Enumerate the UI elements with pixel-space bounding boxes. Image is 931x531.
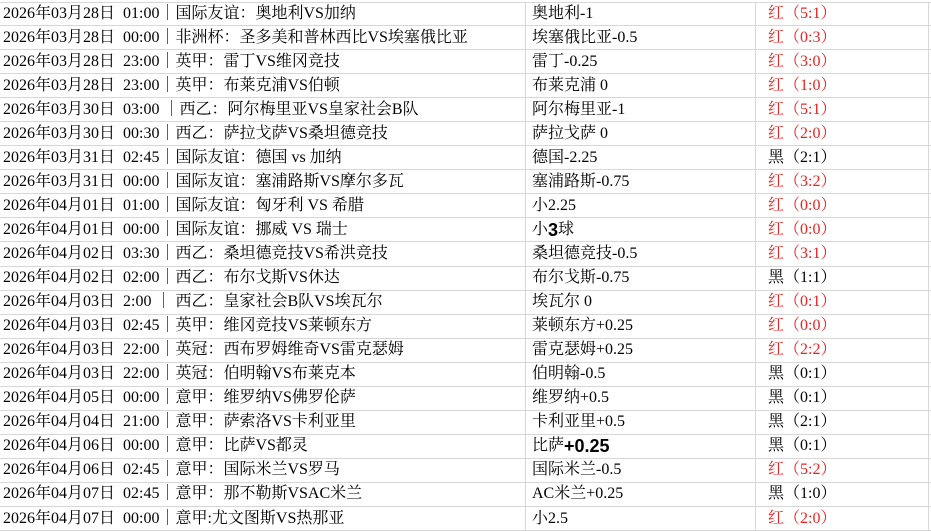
match-info-cell[interactable]: 2026年04月02日 03:30｜西乙：桑坦德竞技VS希洪竞技 [3, 244, 388, 262]
handicap-cell[interactable]: 布莱克浦 0 [525, 74, 755, 97]
table-row [0, 2, 931, 26]
match-info-cell[interactable]: 2026年04月02日 02:00｜西乙：布尔戈斯VS休达 [3, 269, 340, 287]
match-info-cell[interactable]: 2026年04月06日 02:45｜意甲：国际米兰VS罗马 [3, 461, 340, 479]
handicap-cell[interactable]: 小2.5 [525, 507, 755, 530]
result-cell[interactable]: 黑（1:1） [755, 267, 929, 290]
table-row [0, 50, 931, 74]
table-row [0, 411, 931, 435]
handicap-cell[interactable]: 小2.25 [525, 194, 755, 217]
table-row [0, 98, 931, 122]
match-info-cell[interactable]: 2026年04月03日 2:00 ｜ 西乙：皇家社会B队VS埃瓦尔 [3, 293, 383, 311]
match-info-cell[interactable]: 2026年03月30日 03:00 ｜西乙：阿尔梅里亚VS皇家社会B队 [3, 100, 419, 118]
table-row [0, 170, 931, 194]
table-row [0, 122, 931, 146]
handicap-cell[interactable]: 卡利亚里+0.5 [525, 411, 755, 434]
result-cell[interactable]: 红（3:1） [755, 242, 929, 265]
handicap-cell[interactable]: AC米兰+0.25 [525, 483, 755, 506]
table-row [0, 339, 931, 363]
match-info-cell[interactable]: 2026年04月03日 22:00｜英冠：西布罗姆维奇VS雷克瑟姆 [3, 341, 404, 359]
table-row [0, 291, 931, 315]
match-info-cell[interactable]: 2026年04月07日 00:00｜意甲:尤文图斯VS热那亚 [3, 509, 345, 527]
result-cell[interactable]: 黑（2:1） [755, 411, 929, 434]
match-info-cell[interactable]: 2026年04月01日 00:00｜国际友谊：挪威 VS 瑞士 [3, 220, 348, 238]
result-cell[interactable]: 红（0:0） [755, 315, 929, 338]
handicap-cell[interactable]: 雷丁-0.25 [525, 50, 755, 73]
match-info-cell[interactable]: 2026年03月28日 23:00｜英甲：雷丁VS维冈竞技 [3, 52, 340, 70]
table-row [0, 387, 931, 411]
match-info-cell[interactable]: 2026年04月06日 00:00｜意甲：比萨VS都灵 [3, 437, 308, 455]
result-cell[interactable]: 红（5:1） [755, 3, 929, 25]
result-cell[interactable]: 红（1:0） [755, 74, 929, 97]
handicap-cell[interactable]: 奥地利-1 [525, 3, 755, 25]
table-row [0, 363, 931, 387]
handicap-cell[interactable]: 雷克瑟姆+0.25 [525, 339, 755, 362]
result-cell[interactable]: 红（3:2） [755, 170, 929, 193]
table-row [0, 507, 931, 531]
result-cell[interactable]: 红（2:0） [755, 122, 929, 145]
result-cell[interactable]: 红（3:0） [755, 50, 929, 73]
handicap-cell[interactable]: 桑坦德竞技-0.5 [525, 242, 755, 265]
table-row [0, 146, 931, 170]
result-cell[interactable]: 黑（2:1） [755, 146, 929, 169]
match-info-cell[interactable]: 2026年03月30日 00:30｜西乙：萨拉戈萨VS桑坦德竞技 [3, 124, 388, 142]
handicap-bold-text: 3 [548, 219, 559, 240]
handicap-cell[interactable]: 维罗纳+0.5 [525, 387, 755, 410]
result-cell[interactable]: 红（2:0） [755, 507, 929, 530]
match-info-cell[interactable]: 2026年04月03日 02:45｜英甲：维冈竞技VS莱顿东方 [3, 317, 372, 335]
match-info-cell[interactable]: 2026年04月04日 21:00｜意甲：萨索洛VS卡利亚里 [3, 413, 356, 431]
handicap-cell[interactable]: 萨拉戈萨 0 [525, 122, 755, 145]
match-info-cell[interactable]: 2026年03月31日 00:00｜国际友谊：塞浦路斯VS摩尔多瓦 [3, 172, 404, 190]
match-info-cell[interactable]: 2026年04月07日 02:45｜意甲：那不勒斯VSAC米兰 [3, 485, 363, 503]
result-cell[interactable]: 红（5:2） [755, 459, 929, 482]
handicap-cell[interactable]: 埃塞俄比亚-0.5 [525, 26, 755, 49]
result-cell[interactable]: 黑（1:0） [755, 483, 929, 506]
match-info-cell[interactable]: 2026年04月05日 00:00｜意甲：维罗纳VS佛罗伦萨 [3, 389, 356, 407]
table-row [0, 74, 931, 98]
handicap-cell[interactable]: 德国-2.25 [525, 146, 755, 169]
handicap-cell[interactable]: 伯明翰-0.5 [525, 363, 755, 386]
result-cell[interactable]: 黑（0:1） [755, 363, 929, 386]
result-cell[interactable]: 红（0:0） [755, 218, 929, 241]
table-row [0, 267, 931, 291]
result-cell[interactable]: 红（0:3） [755, 26, 929, 49]
table-row [0, 435, 931, 459]
table-row [0, 26, 931, 50]
table-row [0, 483, 931, 507]
handicap-cell[interactable]: 莱顿东方+0.25 [525, 315, 755, 338]
handicap-bold-text: +0.25 [564, 436, 610, 457]
match-info-cell[interactable]: 2026年03月28日 00:00｜非洲杯：圣多美和普林西比VS埃塞俄比亚 [3, 28, 468, 46]
match-info-cell[interactable]: 2026年03月31日 02:45｜国际友谊：德国 vs 加纳 [3, 148, 342, 166]
table-row [0, 194, 931, 218]
table-row [0, 242, 931, 266]
handicap-cell[interactable]: 埃瓦尔 0 [525, 291, 755, 314]
match-table [0, 2, 931, 531]
match-info-cell[interactable]: 2026年03月28日 23:00｜英甲：布莱克浦VS伯顿 [3, 76, 340, 94]
result-cell[interactable]: 红（2:2） [755, 339, 929, 362]
match-info-cell[interactable]: 2026年04月03日 22:00｜英冠：伯明翰VS布莱克本 [3, 365, 356, 383]
result-cell[interactable]: 红（0:0） [755, 194, 929, 217]
result-cell[interactable]: 黑（0:1） [755, 435, 929, 458]
handicap-cell[interactable]: 布尔戈斯-0.75 [525, 267, 755, 290]
match-info-cell[interactable]: 2026年04月01日 01:00｜国际友谊：匈牙利 VS 希腊 [3, 196, 364, 214]
result-cell[interactable]: 红（0:1） [755, 291, 929, 314]
handicap-cell[interactable]: 阿尔梅里亚-1 [525, 98, 755, 121]
result-cell[interactable]: 红（5:1） [755, 98, 929, 121]
handicap-cell[interactable]: 小 3 球 [525, 218, 755, 241]
table-row [0, 315, 931, 339]
table-row [0, 218, 931, 242]
handicap-cell[interactable]: 塞浦路斯-0.75 [525, 170, 755, 193]
handicap-cell[interactable]: 国际米兰-0.5 [525, 459, 755, 482]
match-info-cell[interactable]: 2026年03月28日 01:00｜国际友谊：奥地利VS加纳 [3, 5, 356, 23]
handicap-cell[interactable]: 比萨 +0.25 [525, 435, 755, 458]
table-row [0, 459, 931, 483]
result-cell[interactable]: 黑（0:1） [755, 387, 929, 410]
